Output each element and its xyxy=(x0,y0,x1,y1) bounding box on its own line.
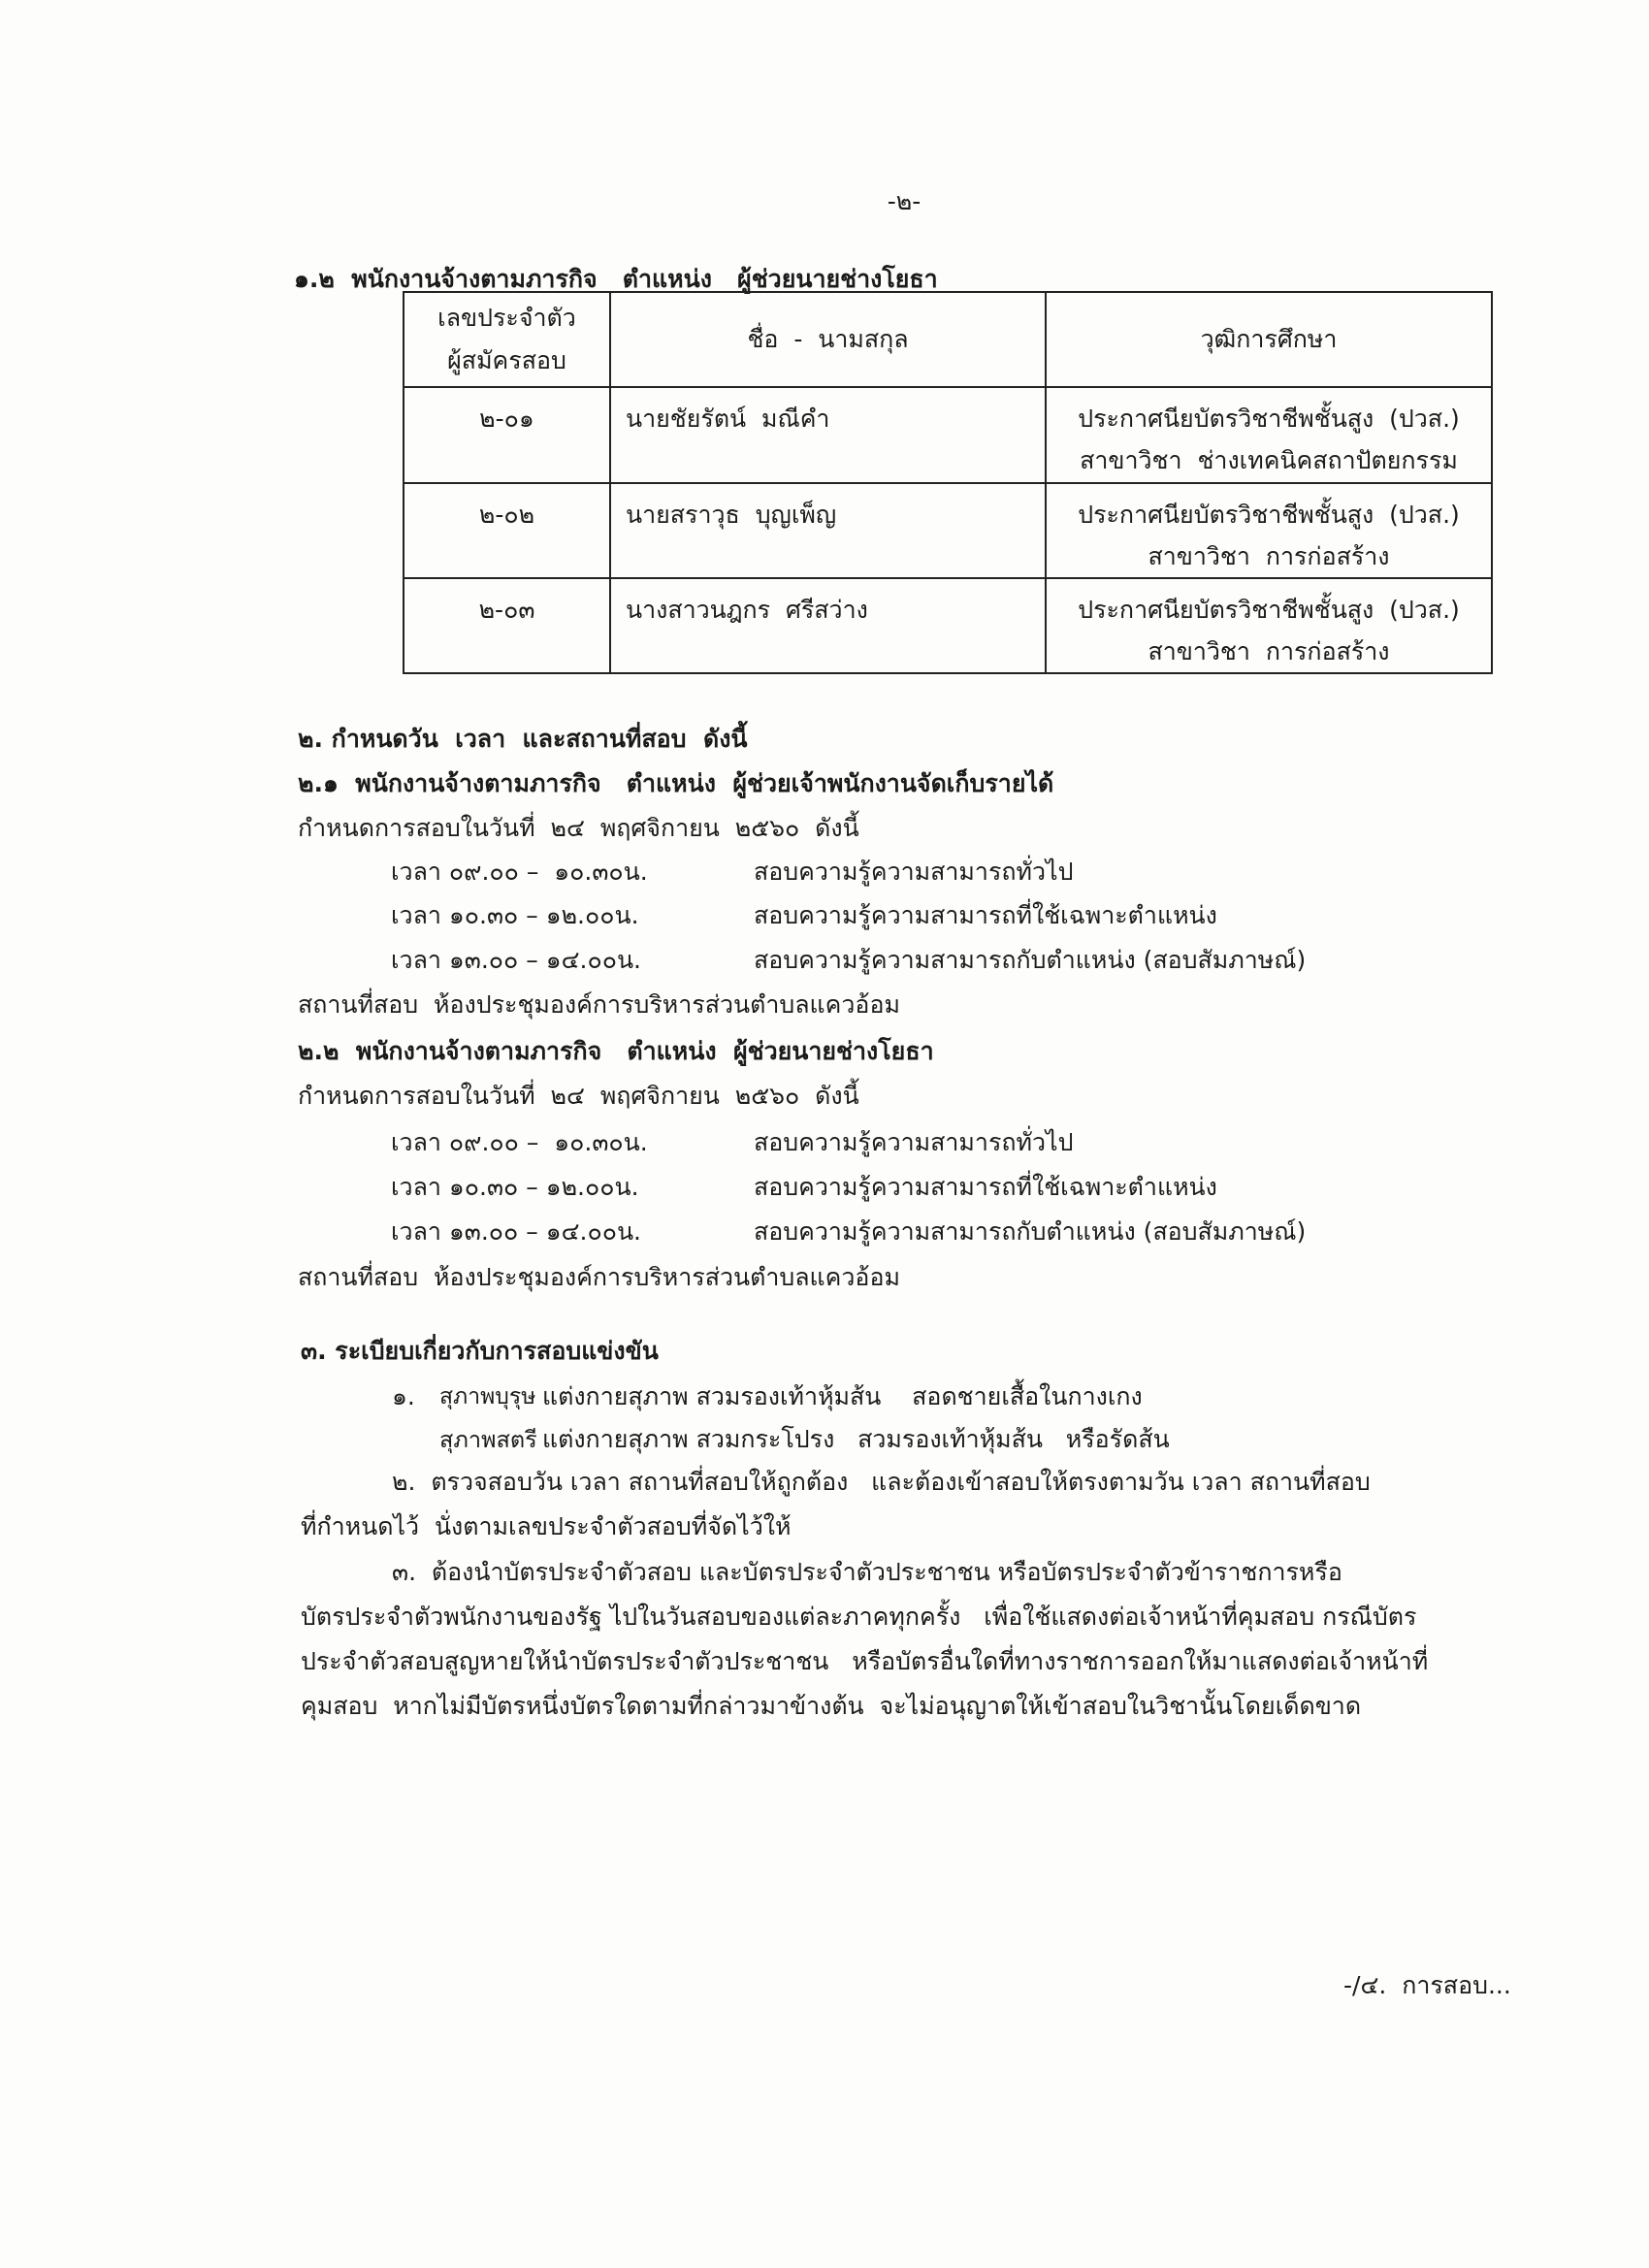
candidate-table xyxy=(403,291,1493,674)
candidate-id: ๒-๐๑ xyxy=(479,405,534,433)
cell-candidate-id xyxy=(404,387,610,483)
schedule-time: เวลา ๑๐.๓๐ – ๑๒.๐๐น. xyxy=(391,901,639,929)
rule-3-line: คุมสอบ หากไม่มีบัตรหนึ่งบัตรใดตามที่กล่าวมาข้างต้น จะไม่อนุญาตให้เข้าสอบในวิชานั้นโดยเด็ดขาด xyxy=(301,1692,1362,1720)
header-education xyxy=(1046,292,1492,387)
cell-candidate-id xyxy=(404,483,610,578)
candidate-name: นายสราวุธ บุญเพ็ญ xyxy=(626,501,837,529)
rule-2-line: ๒. ตรวจสอบวัน เวลา สถานที่สอบให้ถูกต้อง และต้องเข้าสอบให้ตรงตามวัน เวลา สถานที่สอบ xyxy=(392,1468,1371,1496)
rule-1-number: ๑. xyxy=(392,1382,415,1410)
rule-3-line: ประจำตัวสอบสูญหายให้นำบัตรประจำตัวประชาชน หรือบัตรอื่นใดที่ทางราชการออกให้มาแสดงต่อเจ้าหน้าที่ xyxy=(301,1647,1429,1675)
schedule-time: เวลา ๐๙.๐๐ – ๑๐.๓๐น. xyxy=(391,1128,648,1156)
rule-3-line: ๓. ต้องนำบัตรประจำตัวสอบ และบัตรประจำตัวประชาชน หรือบัตรประจำตัวข้าราชการหรือ xyxy=(392,1558,1342,1586)
schedule-subject: สอบความรู้ความสามารถทั่วไป xyxy=(754,1128,1074,1156)
header-education-label: วุฒิการศึกษา xyxy=(1200,325,1338,353)
schedule-subject: สอบความรู้ความสามารถที่ใช้เฉพาะตำแหน่ง xyxy=(754,1173,1217,1201)
header-id-line2: ผู้สมัครสอบ xyxy=(447,346,566,374)
education-line2: สาขาวิชา การก่อสร้าง xyxy=(1148,542,1390,570)
schedule-subject: สอบความรู้ความสามารถทั่วไป xyxy=(754,858,1074,886)
table-row xyxy=(404,387,1492,483)
cell-candidate-education xyxy=(1046,387,1492,483)
candidate-id: ๒-๐๓ xyxy=(478,596,535,624)
education-line1: ประกาศนียบัตรวิชาชีพชั้นสูง (ปวส.) xyxy=(1078,405,1460,433)
schedule-intro: กำหนดการสอบในวันที่ ๒๔ พฤศจิกายน ๒๕๖๐ ดังนี้ xyxy=(298,1082,859,1110)
education-line1: ประกาศนียบัตรวิชาชีพชั้นสูง (ปวส.) xyxy=(1078,596,1460,624)
education-line2: สาขาวิชา การก่อสร้าง xyxy=(1148,637,1390,665)
schedule-time: เวลา ๑๓.๐๐ – ๑๔.๐๐น. xyxy=(391,946,641,974)
schedule-subject: สอบความรู้ความสามารถที่ใช้เฉพาะตำแหน่ง xyxy=(754,901,1217,929)
schedule-intro: กำหนดการสอบในวันที่ ๒๔ พฤศจิกายน ๒๕๖๐ ดังนี้ xyxy=(298,814,859,842)
header-name-label: ชื่อ - นามสกุล xyxy=(747,325,909,353)
cell-candidate-name xyxy=(610,483,1046,578)
rule-1-men-text: แต่งกายสุภาพ สวมรองเท้าหุ้มส้น สอดชายเสื้อในกางเกง xyxy=(542,1382,1143,1410)
section-3-heading: ๓. ระเบียบเกี่ยวกับการสอบแข่งขัน xyxy=(301,1337,659,1365)
cell-candidate-education xyxy=(1046,578,1492,673)
schedule-time: เวลา ๑๐.๓๐ – ๑๒.๐๐น. xyxy=(391,1173,639,1201)
rule-1-women-label: สุภาพสตรี xyxy=(439,1426,537,1453)
rule-1-women-text: แต่งกายสุภาพ สวมกระโปรง สวมรองเท้าหุ้มส้น หรือรัดส้น xyxy=(542,1425,1170,1453)
cell-candidate-id xyxy=(404,578,610,673)
header-full-name xyxy=(610,292,1046,387)
page-continuation-footer: -/๔. การสอบ... xyxy=(1343,1971,1511,1999)
rule-1-men-label: สุภาพบุรุษ xyxy=(439,1384,536,1409)
table-row xyxy=(404,578,1492,673)
section-2-2-heading: ๒.๒ พนักงานจ้างตามภารกิจ ตำแหน่ง ผู้ช่วยนายช่างโยธา xyxy=(298,1037,934,1065)
table-row xyxy=(404,483,1492,578)
page-number: -๒- xyxy=(887,187,922,215)
section-2-heading: ๒. กำหนดวัน เวลา และสถานที่สอบ ดังนี้ xyxy=(298,725,748,753)
schedule-time: เวลา ๑๓.๐๐ – ๑๔.๐๐น. xyxy=(391,1217,641,1246)
table-header-row xyxy=(404,292,1492,387)
cell-candidate-name xyxy=(610,578,1046,673)
schedule-time: เวลา ๐๙.๐๐ – ๑๐.๓๐น. xyxy=(391,858,648,886)
education-line2: สาขาวิชา ช่างเทคนิคสถาปัตยกรรม xyxy=(1080,446,1458,474)
candidate-id: ๒-๐๒ xyxy=(478,501,535,529)
cell-candidate-name xyxy=(610,387,1046,483)
candidate-name: นางสาวนฎกร ศรีสว่าง xyxy=(626,596,868,624)
section-1-2-heading: ๑.๒ พนักงานจ้างตามภารกิจ ตำแหน่ง ผู้ช่วยนายช่างโยธา xyxy=(294,265,938,293)
header-id-line1: เลขประจำตัว xyxy=(437,304,576,332)
cell-candidate-education xyxy=(1046,483,1492,578)
exam-venue: สถานที่สอบ ห้องประชุมองค์การบริหารส่วนตำบลแควอ้อม xyxy=(298,990,900,1019)
exam-venue: สถานที่สอบ ห้องประชุมองค์การบริหารส่วนตำบลแควอ้อม xyxy=(298,1263,900,1291)
header-candidate-id xyxy=(404,292,610,387)
schedule-subject: สอบความรู้ความสามารถกับตำแหน่ง (สอบสัมภาษณ์) xyxy=(754,946,1307,974)
rule-3-line: บัตรประจำตัวพนักงานของรัฐ ไปในวันสอบของแต่ละภาคทุกครั้ง เพื่อใช้แสดงต่อเจ้าหน้าที่คุมสอบ กรณีบัตร xyxy=(301,1603,1417,1631)
education-line1: ประกาศนียบัตรวิชาชีพชั้นสูง (ปวส.) xyxy=(1078,501,1460,529)
rule-2-line: ที่กำหนดไว้ นั่งตามเลขประจำตัวสอบที่จัดไว้ให้ xyxy=(301,1512,792,1540)
section-2-1-heading: ๒.๑ พนักงานจ้างตามภารกิจ ตำแหน่ง ผู้ช่วยเจ้าพนักงานจัดเก็บรายได้ xyxy=(298,769,1054,797)
schedule-subject: สอบความรู้ความสามารถกับตำแหน่ง (สอบสัมภาษณ์) xyxy=(754,1217,1307,1246)
candidate-name: นายชัยรัตน์ มณีคำ xyxy=(626,405,830,433)
